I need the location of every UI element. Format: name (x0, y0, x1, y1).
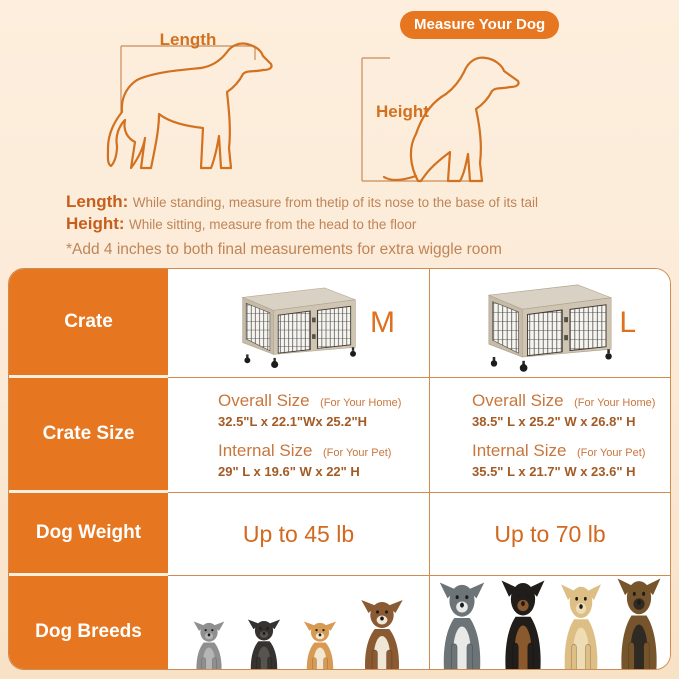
dog-weight-l-cell: Up to 70 lb (429, 493, 670, 576)
size-letter-l: L (619, 306, 636, 339)
size-letter-m: M (370, 306, 395, 339)
dog-photo-french-bulldog (243, 618, 285, 670)
dog-breeds-l-cell (429, 576, 670, 670)
internal-size-l-note: (For Your Pet) (576, 447, 646, 459)
height-instruction-title: Height: (66, 214, 125, 233)
length-instruction-text: While standing, measure from thetip of its nose to the base of its tail (132, 195, 538, 210)
wiggle-room-note: *Add 4 inches to both final measurements for extra wiggle room (66, 241, 502, 258)
height-measure-label: Height (376, 102, 429, 121)
standing-dog-outline-figure (95, 36, 275, 176)
dog-photo-rottweiler (495, 578, 551, 670)
crate-m-image (218, 276, 380, 371)
internal-size-l-value: 35.5" L x 21.7" W x 23.6" H (472, 464, 636, 479)
crate-size-l-cell (429, 378, 670, 493)
overall-size-m-label: Overall Size (218, 391, 310, 410)
internal-size-m-heading (218, 441, 429, 461)
internal-size-l-label: Internal Size (472, 441, 567, 460)
measure-your-dog-badge: Measure Your Dog (400, 11, 559, 39)
internal-size-m-label: Internal Size (218, 441, 313, 460)
internal-size-m-note: (For Your Pet) (322, 447, 392, 459)
crate-m-cell (168, 269, 429, 378)
length-instruction (66, 192, 646, 212)
height-instruction-text: While sitting, measure from the head to the floor (129, 217, 417, 232)
crate-size-m-cell (168, 378, 429, 493)
crate-l-image (459, 272, 641, 375)
row-label-dog-weight: Dog Weight (9, 493, 168, 576)
size-comparison-table (8, 268, 671, 670)
row-label-crate: Crate (9, 269, 168, 378)
dog-weight-m-cell: Up to 45 lb (168, 493, 429, 576)
dog-photo-corgi (299, 620, 341, 670)
row-label-crate-size: Crate Size (9, 378, 168, 493)
overall-size-l-heading (472, 391, 670, 411)
row-label-dog-breeds: Dog Breeds (9, 576, 168, 670)
internal-size-m-value: 29" L x 19.6" W x 22" H (218, 464, 360, 479)
dog-photo-golden-retriever (555, 582, 607, 670)
overall-size-m-heading (218, 391, 429, 411)
crate-l-cell (429, 269, 670, 378)
length-measure-label: Length (159, 30, 217, 49)
internal-size-l-heading (472, 441, 670, 461)
overall-size-l-label: Overall Size (472, 391, 564, 410)
length-instruction-title: Length: (66, 192, 129, 211)
dog-photo-beagle (355, 598, 409, 670)
overall-size-l-note: (For Your Home) (574, 397, 656, 409)
dog-photo-german-shepherd (611, 576, 667, 670)
dog-breeds-m-cell (168, 576, 429, 670)
height-instruction (66, 214, 646, 234)
overall-size-m-note: (For Your Home) (320, 397, 402, 409)
dog-photo-husky (433, 580, 491, 670)
dog-photo-poodle (189, 620, 229, 670)
measure-instructions (66, 192, 646, 259)
overall-size-m-value: 32.5"L x 22.1"Wx 25.2"H (218, 414, 368, 429)
overall-size-l-value: 38.5" L x 25.2" W x 26.8" H (472, 414, 636, 429)
